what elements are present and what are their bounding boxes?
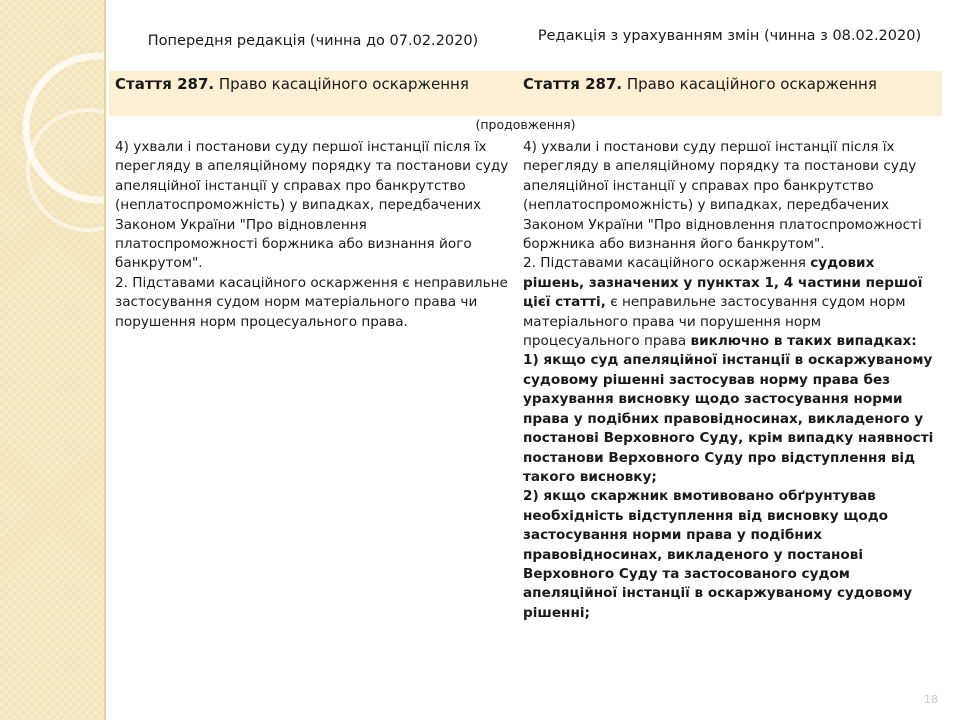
left-paragraph-1: 4) ухвали і постанови суду першої інстанції після їх перегляду в апеляційному порядку та постанови суду апеляційної інстанції у справах про банкрутство (неплатоспроможність) у випадках, передбачених Законом України "Про відновлення платоспроможності боржника або визнання його банкрутом".	[115, 139, 509, 272]
article-title-row	[109, 71, 942, 116]
decorative-sidebar	[0, 0, 106, 720]
decorative-circles	[0, 0, 106, 720]
article-number-right: Стаття 287.	[523, 75, 623, 93]
article-name-right: Право касаційного оскарження	[626, 75, 877, 93]
right-paragraph-2	[523, 254, 935, 351]
previous-edition-text	[115, 138, 510, 332]
table-header-row	[109, 0, 942, 72]
page-number: 18	[924, 693, 938, 706]
right-paragraph-1: 4) ухвали і постанови суду першої інстанції після їх перегляду в апеляційному порядку та постанови суду апеляційної інстанції у справах про банкрутство (неплатоспроможність) у випадках, передбачених Законом України "Про відновлення платоспроможності боржника або визнання його банкрутом".	[523, 139, 922, 253]
left-paragraph-2: 2. Підставами касаційного оскарження є неправильне застосування судом норм матеріального права чи порушення норм процесуального права.	[115, 274, 508, 330]
right-p2-bold-1: судових рішень, зазначених у пунктах 1, 4 частини першої цієї статті,	[523, 255, 923, 311]
article-name-left: Право касаційного оскарження	[218, 75, 469, 93]
right-p2-bold-2: виключно в таких випадках:	[690, 333, 917, 350]
new-edition-text	[523, 138, 935, 623]
right-item-1: 1) якщо суд апеляційної інстанції в оскаржуваному судовому рішенні застосував норму права без урахування висновку щодо застосування норми права у подібних правовідносинах, викладеного у постанові Верховного Суду, крім випадку наявності постанови Верховного Суду про відступлення від такого висновку;	[523, 352, 934, 485]
continuation-label: (продовження)	[475, 117, 576, 132]
right-item-2: 2) якщо скаржник вмотивовано обґрунтував необхідність відступлення від висновку щодо застосування норми права у подібних правовідносинах, викладеного у постанові Верховного Суду та застосованого судом апеляційної інстанції в оскаржуваному судовому рішенні;	[523, 488, 913, 621]
slide-content	[109, 0, 942, 720]
article-title-left	[115, 74, 469, 94]
article-title-right	[523, 74, 877, 94]
article-number-left: Стаття 287.	[115, 75, 215, 93]
right-p2-text-2: є неправильне застосування судом норм матеріального права чи порушення норм процесуального права	[523, 294, 906, 350]
right-p2-text-1: 2. Підставами касаційного оскарження	[523, 255, 811, 272]
header-previous-edition: Попередня редакція (чинна до 07.02.2020)	[147, 32, 479, 49]
header-new-edition: Редакція з урахуванням змін (чинна з 08.02.2020)	[537, 27, 922, 44]
decorative-edge	[104, 0, 106, 720]
